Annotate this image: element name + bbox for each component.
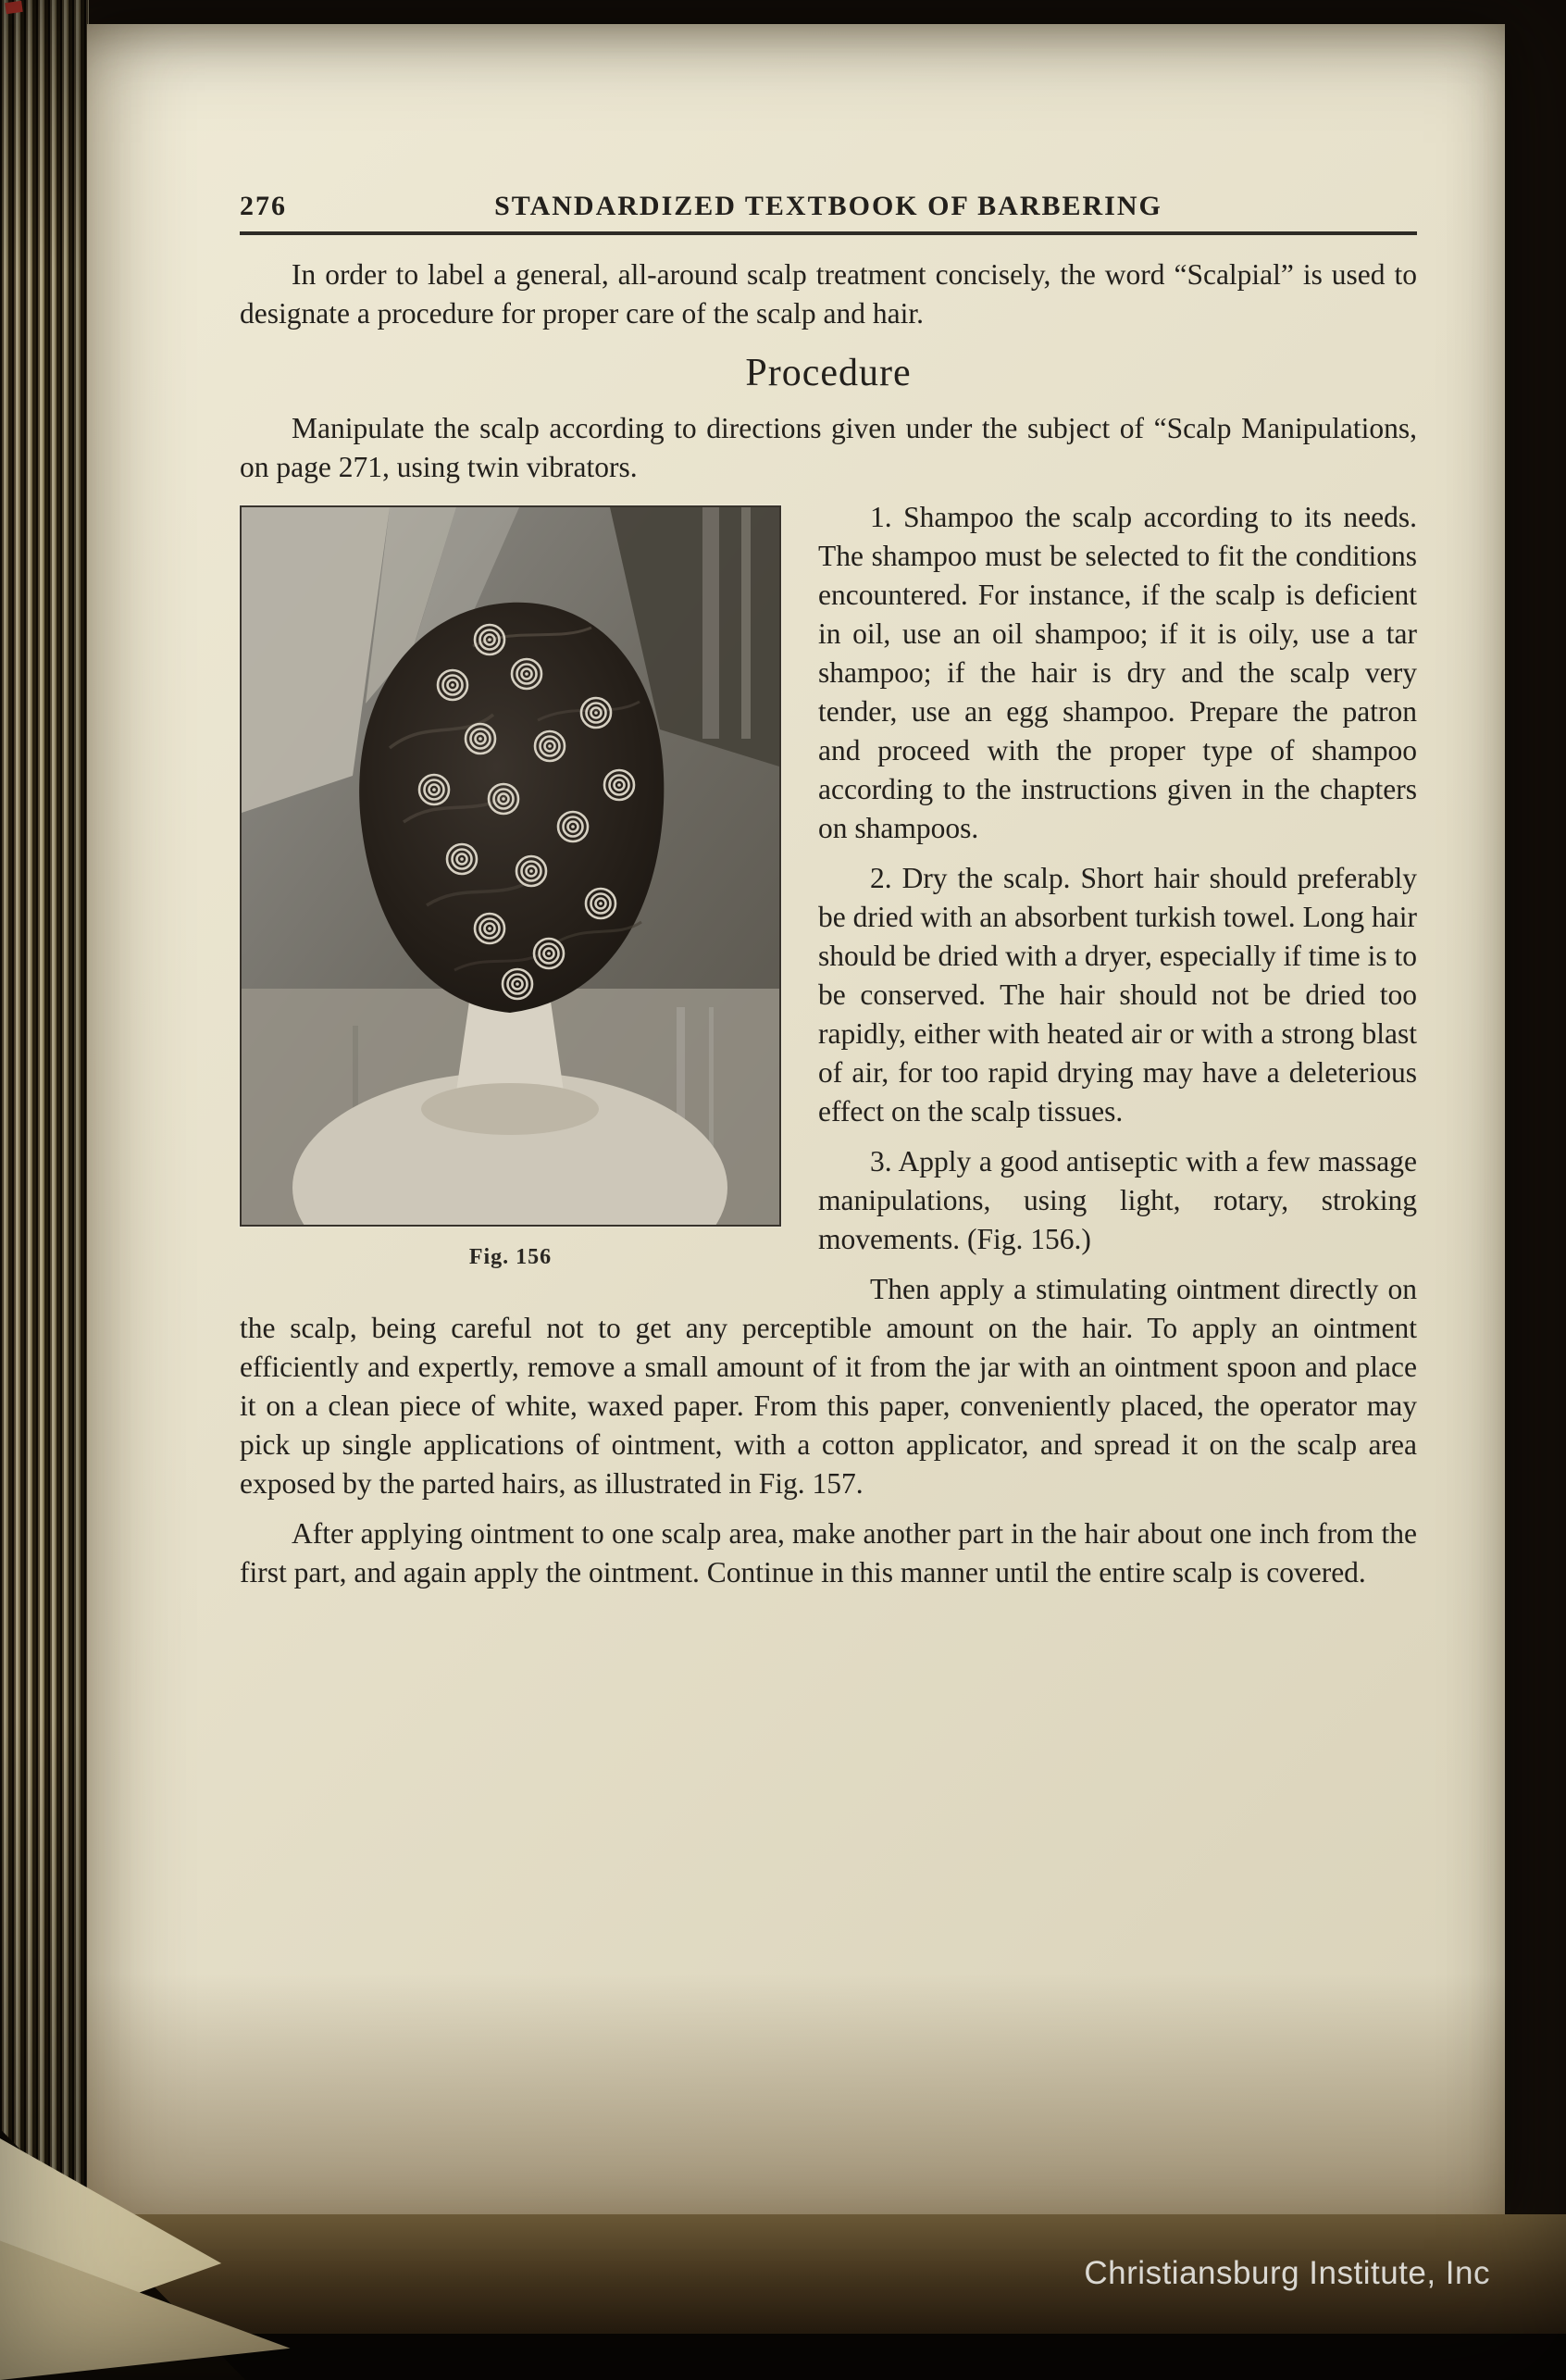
paragraph-item3: 3. Apply a good antiseptic with a few massage manipulations, using light, rotary, stroking movements. (Fig. 156.) bbox=[818, 1145, 1417, 1255]
paragraph-intro: In order to label a general, all-around scalp treatment concisely, the word “Scalpial” is used to designate a procedure for proper care of the scalp and hair. bbox=[240, 258, 1417, 330]
page-number: 276 bbox=[240, 191, 287, 221]
figure-caption: Fig. 156 bbox=[468, 1245, 553, 1269]
figure-156 bbox=[240, 505, 781, 1277]
scalp-treatment-photo bbox=[240, 505, 781, 1227]
figure-text-flow bbox=[240, 498, 1417, 1592]
book-page-edges bbox=[0, 0, 89, 2287]
procedure-heading: Procedure bbox=[745, 352, 912, 394]
pin-curl-head-illustration bbox=[242, 507, 779, 1225]
book-title: STANDARDIZED TEXTBOOK OF BARBERING bbox=[494, 191, 1162, 221]
watermark: Christiansburg Institute, Inc bbox=[1084, 2255, 1490, 2291]
paragraph-item2: 2. Dry the scalp. Short hair should preferably be dried with an absorbent turkish towel. Long hair should be dried with a dryer, especially if time is to be conserved. The hair should not be dried too rapidly, either with heated air or with a strong blast of air, for too rapid drying may have a deleterious effect on the scalp tissues. bbox=[818, 862, 1417, 1128]
page-content bbox=[240, 183, 1417, 1603]
paragraph-after: After applying ointment to one scalp area, make another part in the hair about one inch from the first part, and again apply the ointment. Continue in this manner until the entire scalp is covered. bbox=[240, 1517, 1417, 1589]
paragraph-ointment: Then apply a stimulating ointment directly on the scalp, being careful not to get any perceptible amount on the hair. To apply an ointment efficiently and expertly, remove a small amount of it from the jar with an ointment spoon and place it on a clean piece of white, waxed paper. From this paper, conveniently placed, the operator may pick up single applications of ointment, with a cotton applicator, and spread it on the scalp area exposed by the parted hairs, as illustrated in Fig. 157. bbox=[240, 1273, 1417, 1500]
running-head bbox=[240, 183, 1417, 235]
paper-page bbox=[87, 24, 1505, 2214]
paragraph-manipulate: Manipulate the scalp according to directions given under the subject of “Scalp Manipulations, on page 271, using twin vibrators. bbox=[240, 412, 1417, 483]
red-mark bbox=[5, 1, 22, 14]
paragraph-item1: 1. Shampoo the scalp according to its needs. The shampoo must be selected to fit the conditions encountered. For instance, if the scalp is deficient in oil, use an oil shampoo; if it is oily, use a tar shampoo; if the hair is dry and the scalp very tender, use an egg shampoo. Prepare the patron and proceed with the proper type of shampoo according to the instructions given in the chapters on shampoos. bbox=[818, 501, 1417, 844]
